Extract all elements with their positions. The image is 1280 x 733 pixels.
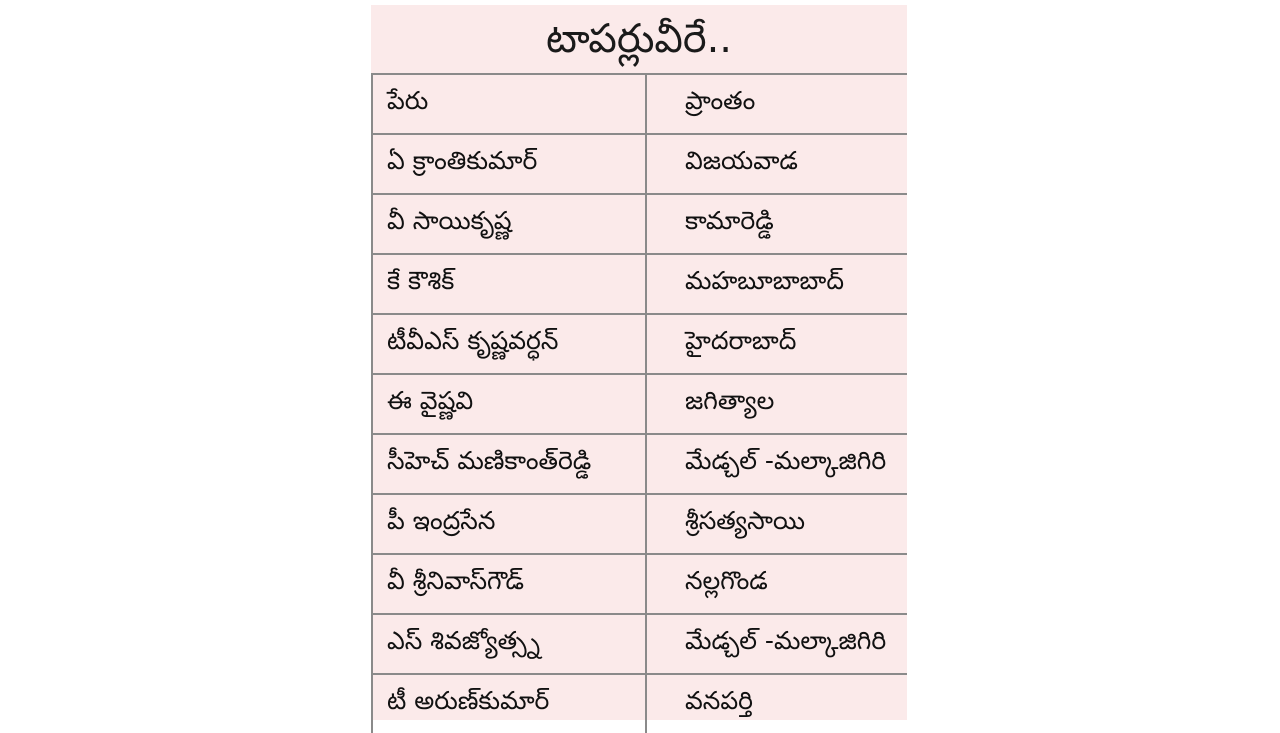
cell-name: కే కౌశిక్ [372,254,646,314]
table-row [372,674,907,733]
cell-name: టీ అరుణ్‌కుమార్ [372,674,646,733]
table-row [372,134,907,194]
table-row [372,194,907,254]
header-region: ప్రాంతం [646,74,907,134]
cell-name: ఏ క్రాంతికుమార్ [372,134,646,194]
cell-region: మేడ్చల్ -మల్కాజిగిరి [646,614,907,674]
cell-region: విజయవాడ [646,134,907,194]
table-row [372,434,907,494]
cell-region: హైదరాబాద్ [646,314,907,374]
cell-name: వీ సాయికృష్ణ [372,194,646,254]
table-row [372,554,907,614]
cell-region: కామారెడ్డి [646,194,907,254]
cell-region: మేడ్చల్ -మల్కాజిగిరి [646,434,907,494]
header-name: పేరు [372,74,646,134]
cell-region: నల్లగొండ [646,554,907,614]
cell-name: వీ శ్రీనివాస్‌గౌడ్ [372,554,646,614]
cell-name: సీహెచ్ మణికాంత్‌రెడ్డి [372,434,646,494]
cell-name: ఈ వైష్ణవి [372,374,646,434]
table-row [372,614,907,674]
cell-name: టీవీఎస్ కృష్ణవర్ధన్ [372,314,646,374]
table-row [372,494,907,554]
table-row [372,374,907,434]
cell-region: శ్రీసత్యసాయి [646,494,907,554]
panel-title: టాపర్లువీరే.. [545,16,733,62]
cell-region: మహబూబాబాద్ [646,254,907,314]
table-row [372,314,907,374]
table-row [372,254,907,314]
table-header-row [372,74,907,134]
toppers-panel [371,5,907,720]
cell-name: పీ ఇంద్రసేన [372,494,646,554]
cell-region: వనపర్తి [646,674,907,733]
toppers-table [371,73,907,733]
cell-name: ఎస్ శివజ్యోత్స్న [372,614,646,674]
cell-region: జగిత్యాల [646,374,907,434]
